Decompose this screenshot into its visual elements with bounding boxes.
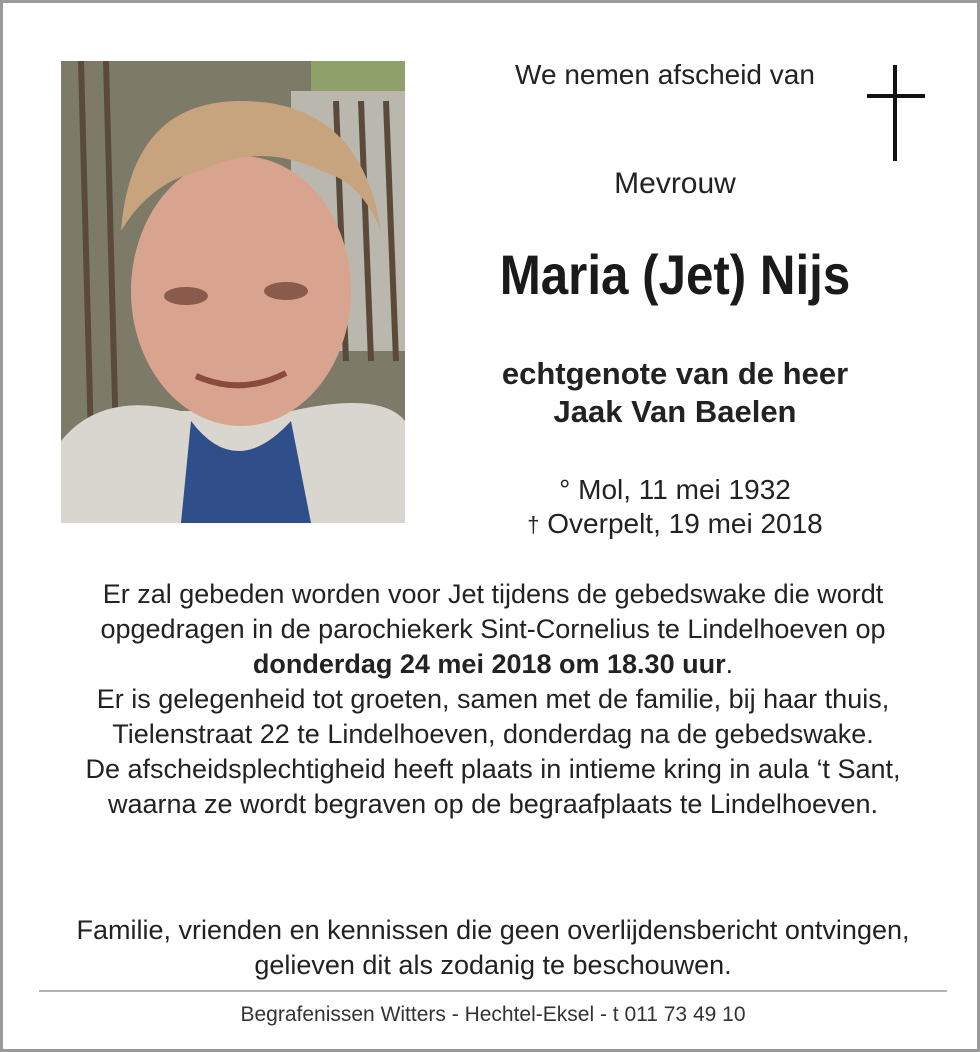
spouse-line-1: echtgenote van de heer bbox=[501, 356, 849, 391]
portrait-photo bbox=[61, 61, 405, 523]
portrait-image bbox=[61, 61, 405, 523]
life-dates bbox=[433, 473, 917, 542]
footer-divider bbox=[39, 990, 947, 992]
death-line bbox=[433, 507, 917, 542]
prayer-paragraph bbox=[43, 577, 943, 682]
spouse-line-2: Jaak Van Baelen bbox=[553, 394, 797, 429]
funeral-home-footer: Begrafenissen Witters - Hechtel-Eksel - t 011 73 49 10 bbox=[240, 1003, 746, 1026]
birth-text: Mol, 11 mei 1932 bbox=[578, 474, 791, 505]
intro-text: We nemen afscheid van bbox=[515, 59, 815, 90]
ceremony-details bbox=[43, 577, 943, 822]
visit-paragraph: Er is gelegenheid tot groeten, samen met de familie, bij haar thuis, Tielenstraat 22 te Lindelhoeven, donderdag na de gebedswake. bbox=[96, 684, 890, 749]
deceased-name: Maria (Jet) Nijs bbox=[499, 243, 851, 306]
birth-symbol: ° bbox=[559, 474, 571, 505]
title-prefix: Mevrouw bbox=[614, 167, 736, 200]
death-text: Overpelt, 19 mei 2018 bbox=[547, 508, 823, 539]
closing-paragraph: Familie, vrienden en kennissen die geen overlijdensbericht ontvingen, gelieven dit als zodanig te beschouwen. bbox=[76, 915, 910, 980]
cross-icon bbox=[867, 65, 925, 161]
spouse-block bbox=[433, 355, 917, 431]
prayer-text: Er zal gebeden worden voor Jet tijdens de gebedswake die wordt opgedragen in de parochiekerk Sint-Cornelius te Lindelhoeven op bbox=[100, 579, 886, 644]
funeral-paragraph: De afscheidsplechtigheid heeft plaats in intieme kring in aula ‘t Sant, waarna ze wordt begraven op de begraafplaats te Lindelhoeven. bbox=[85, 754, 901, 819]
prayer-end: . bbox=[725, 649, 734, 679]
prayer-datetime: donderdag 24 mei 2018 om 18.30 uur bbox=[252, 649, 726, 679]
birth-line bbox=[433, 473, 917, 507]
death-cross-icon: † bbox=[527, 512, 540, 537]
